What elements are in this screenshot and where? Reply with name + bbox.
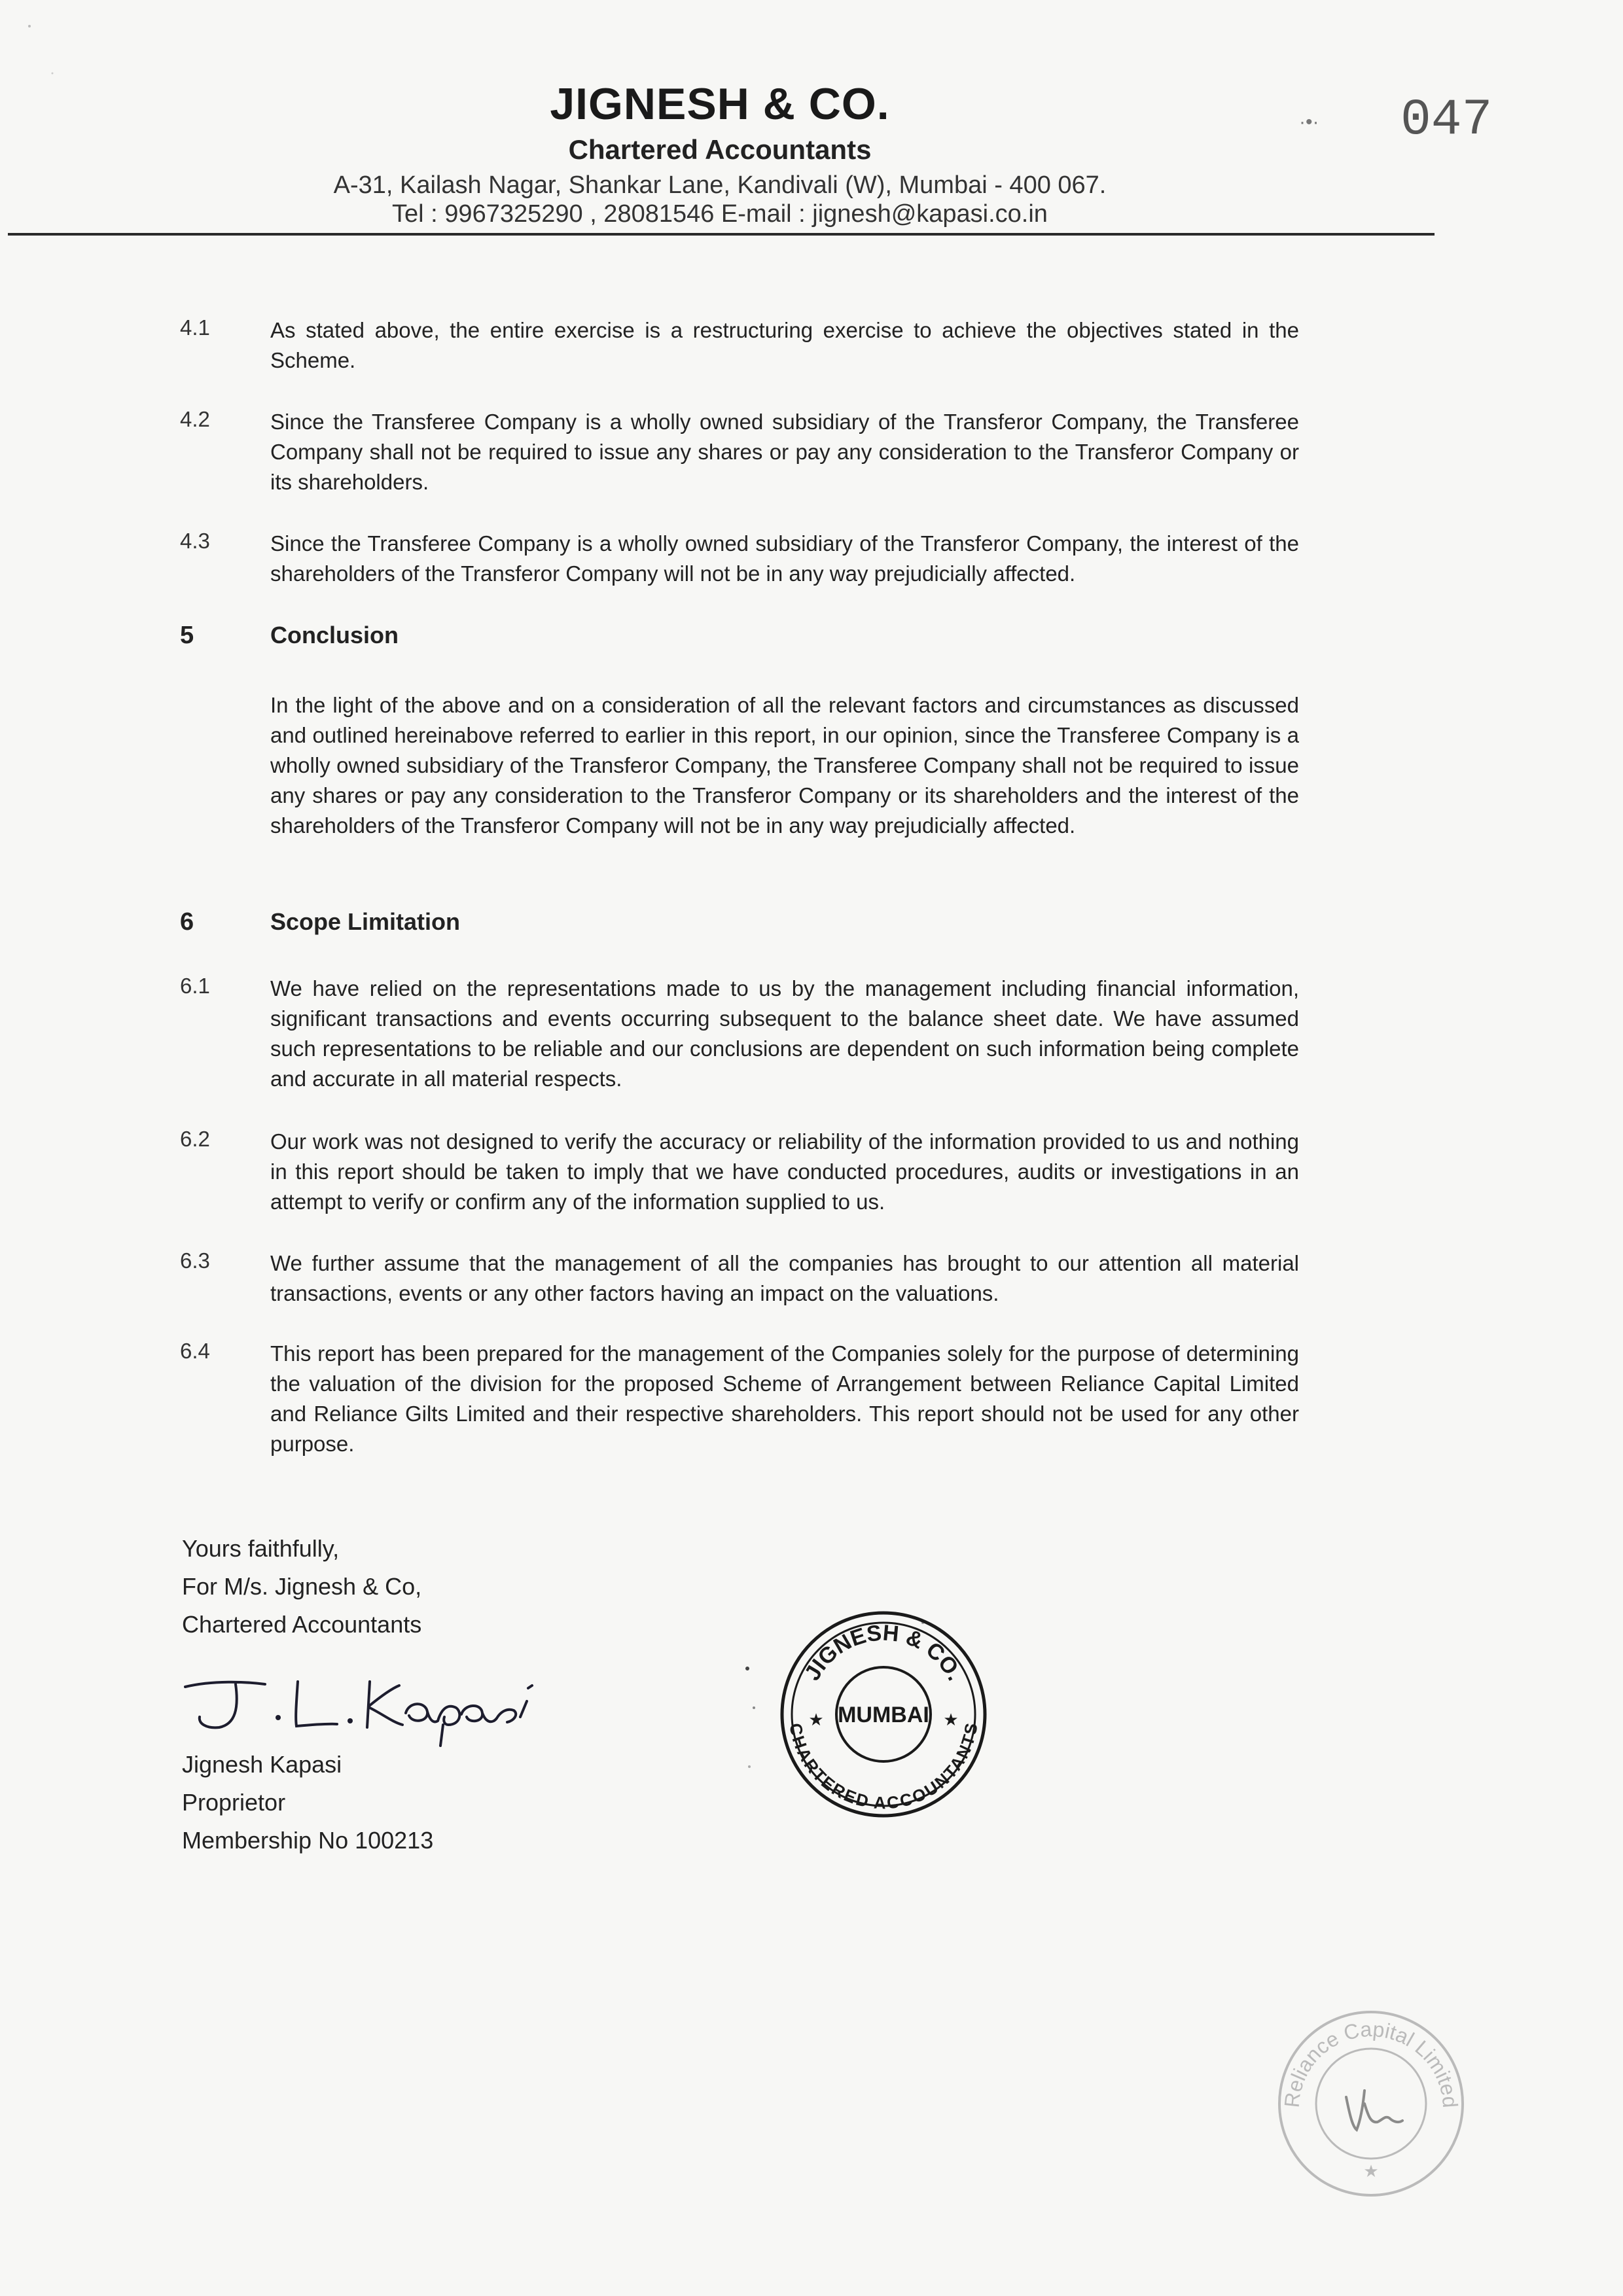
- designation-line: Chartered Accountants: [182, 1611, 422, 1638]
- header-rule: [8, 233, 1435, 236]
- paragraph-text: We have relied on the representations made to us by the management including financial information, significant transactions and events occurring subsequent to the balance sheet date. We have assumed such representations to be reliable and our conclusions are dependent on such information being complete and accurate in all material respects.: [270, 976, 1299, 1091]
- paragraph-number: 6.1: [180, 974, 210, 998]
- firm-address: A-31, Kailash Nagar, Shankar Lane, Kandivali (W), Mumbai - 400 067.: [333, 171, 1107, 199]
- signatory-name: Jignesh Kapasi: [182, 1751, 342, 1778]
- paragraph-text: This report has been prepared for the management of the Companies solely for the purpose of determining the valuation of the division for the proposed Scheme of Arrangement between Reliance Capital Limited and Reliance Gilts Limited and their respective shareholders. This report should not be used for any other purpose.: [270, 1341, 1299, 1456]
- paragraph-text: As stated above, the entire exercise is a restructuring exercise to achieve the objectives stated in the Scheme.: [270, 318, 1299, 372]
- paragraph-number: 6.2: [180, 1127, 210, 1151]
- paragraph-text: Our work was not designed to verify the accuracy or reliability of the information provided to us and nothing in this report should be taken to imply that we have conducted procedures, audits or investigations in an attempt to verify or confirm any of the information supplied to us.: [270, 1129, 1299, 1214]
- paragraph-number: 6.4: [180, 1339, 210, 1363]
- closing-line: Yours faithfully,: [182, 1535, 340, 1562]
- firm-name: JIGNESH & CO.: [550, 79, 890, 129]
- paragraph-number: 6.3: [180, 1248, 210, 1273]
- paragraph-text: Since the Transferee Company is a wholly owned subsidiary of the Transferor Company, the Transferee Company shall not be required to issue any shares or pay any consideration to the Transferor Company or its shareholders.: [270, 410, 1299, 494]
- stamp-ring-text: Reliance Capital Limited: [1279, 2017, 1463, 2109]
- stray-mark: ·•·: [1299, 111, 1319, 133]
- paragraph-number: 4.3: [180, 529, 210, 553]
- paragraph-text: We further assume that the management of all the companies has brought to our attention all material transactions, events or any other factors having an impact on the valuations.: [270, 1251, 1299, 1305]
- section-number: 6: [180, 908, 194, 936]
- firm-contact: Tel : 9967325290 , 28081546 E-mail : jignesh@kapasi.co.in: [392, 200, 1048, 228]
- stamp-star: ★: [1363, 2162, 1379, 2181]
- section-title: Scope Limitation: [270, 908, 461, 935]
- page-number: 047: [1400, 92, 1493, 149]
- firm-subtitle: Chartered Accountants: [568, 134, 872, 165]
- firm-line: For M/s. Jignesh & Co,: [182, 1573, 422, 1600]
- company-stamp: [1273, 2005, 1469, 2202]
- section-number: 5: [180, 622, 194, 649]
- seal-star-right: ★: [943, 1710, 959, 1730]
- paragraph-text: Since the Transferee Company is a wholly owned subsidiary of the Transferor Company, the interest of the shareholders of the Transferor Company will not be in any way prejudicially affected.: [270, 531, 1299, 586]
- signatory-role: Proprietor: [182, 1789, 286, 1816]
- stamp-initials: [1346, 2091, 1402, 2130]
- firm-seal: [776, 1606, 991, 1822]
- membership-number: Membership No 100213: [182, 1827, 434, 1854]
- seal-star-left: ★: [808, 1710, 824, 1730]
- section-title: Conclusion: [270, 622, 399, 648]
- seal-bottom-text: CHARTERED ACCOUNTANTS: [785, 1722, 982, 1813]
- paragraph-number: 4.1: [180, 315, 210, 340]
- paragraph-number: 4.2: [180, 407, 210, 431]
- handwritten-signature: [173, 1662, 566, 1747]
- paragraph-text: In the light of the above and on a consideration of all the relevant factors and circumstances as discussed and outlined hereinabove referred to earlier in this report, in our opinion, since the Transferee Company is a wholly owned subsidiary of the Transferor Company, the Transferee Company shall not be required to issue any shares or pay any consideration to the Transferor Company or its shareholders and the interest of the shareholders of the Transferor Company will not be in any way prejudicially affected.: [270, 693, 1299, 838]
- seal-top-text: JIGNESH & CO.: [799, 1620, 968, 1685]
- seal-center-text: MUMBAI: [838, 1703, 929, 1727]
